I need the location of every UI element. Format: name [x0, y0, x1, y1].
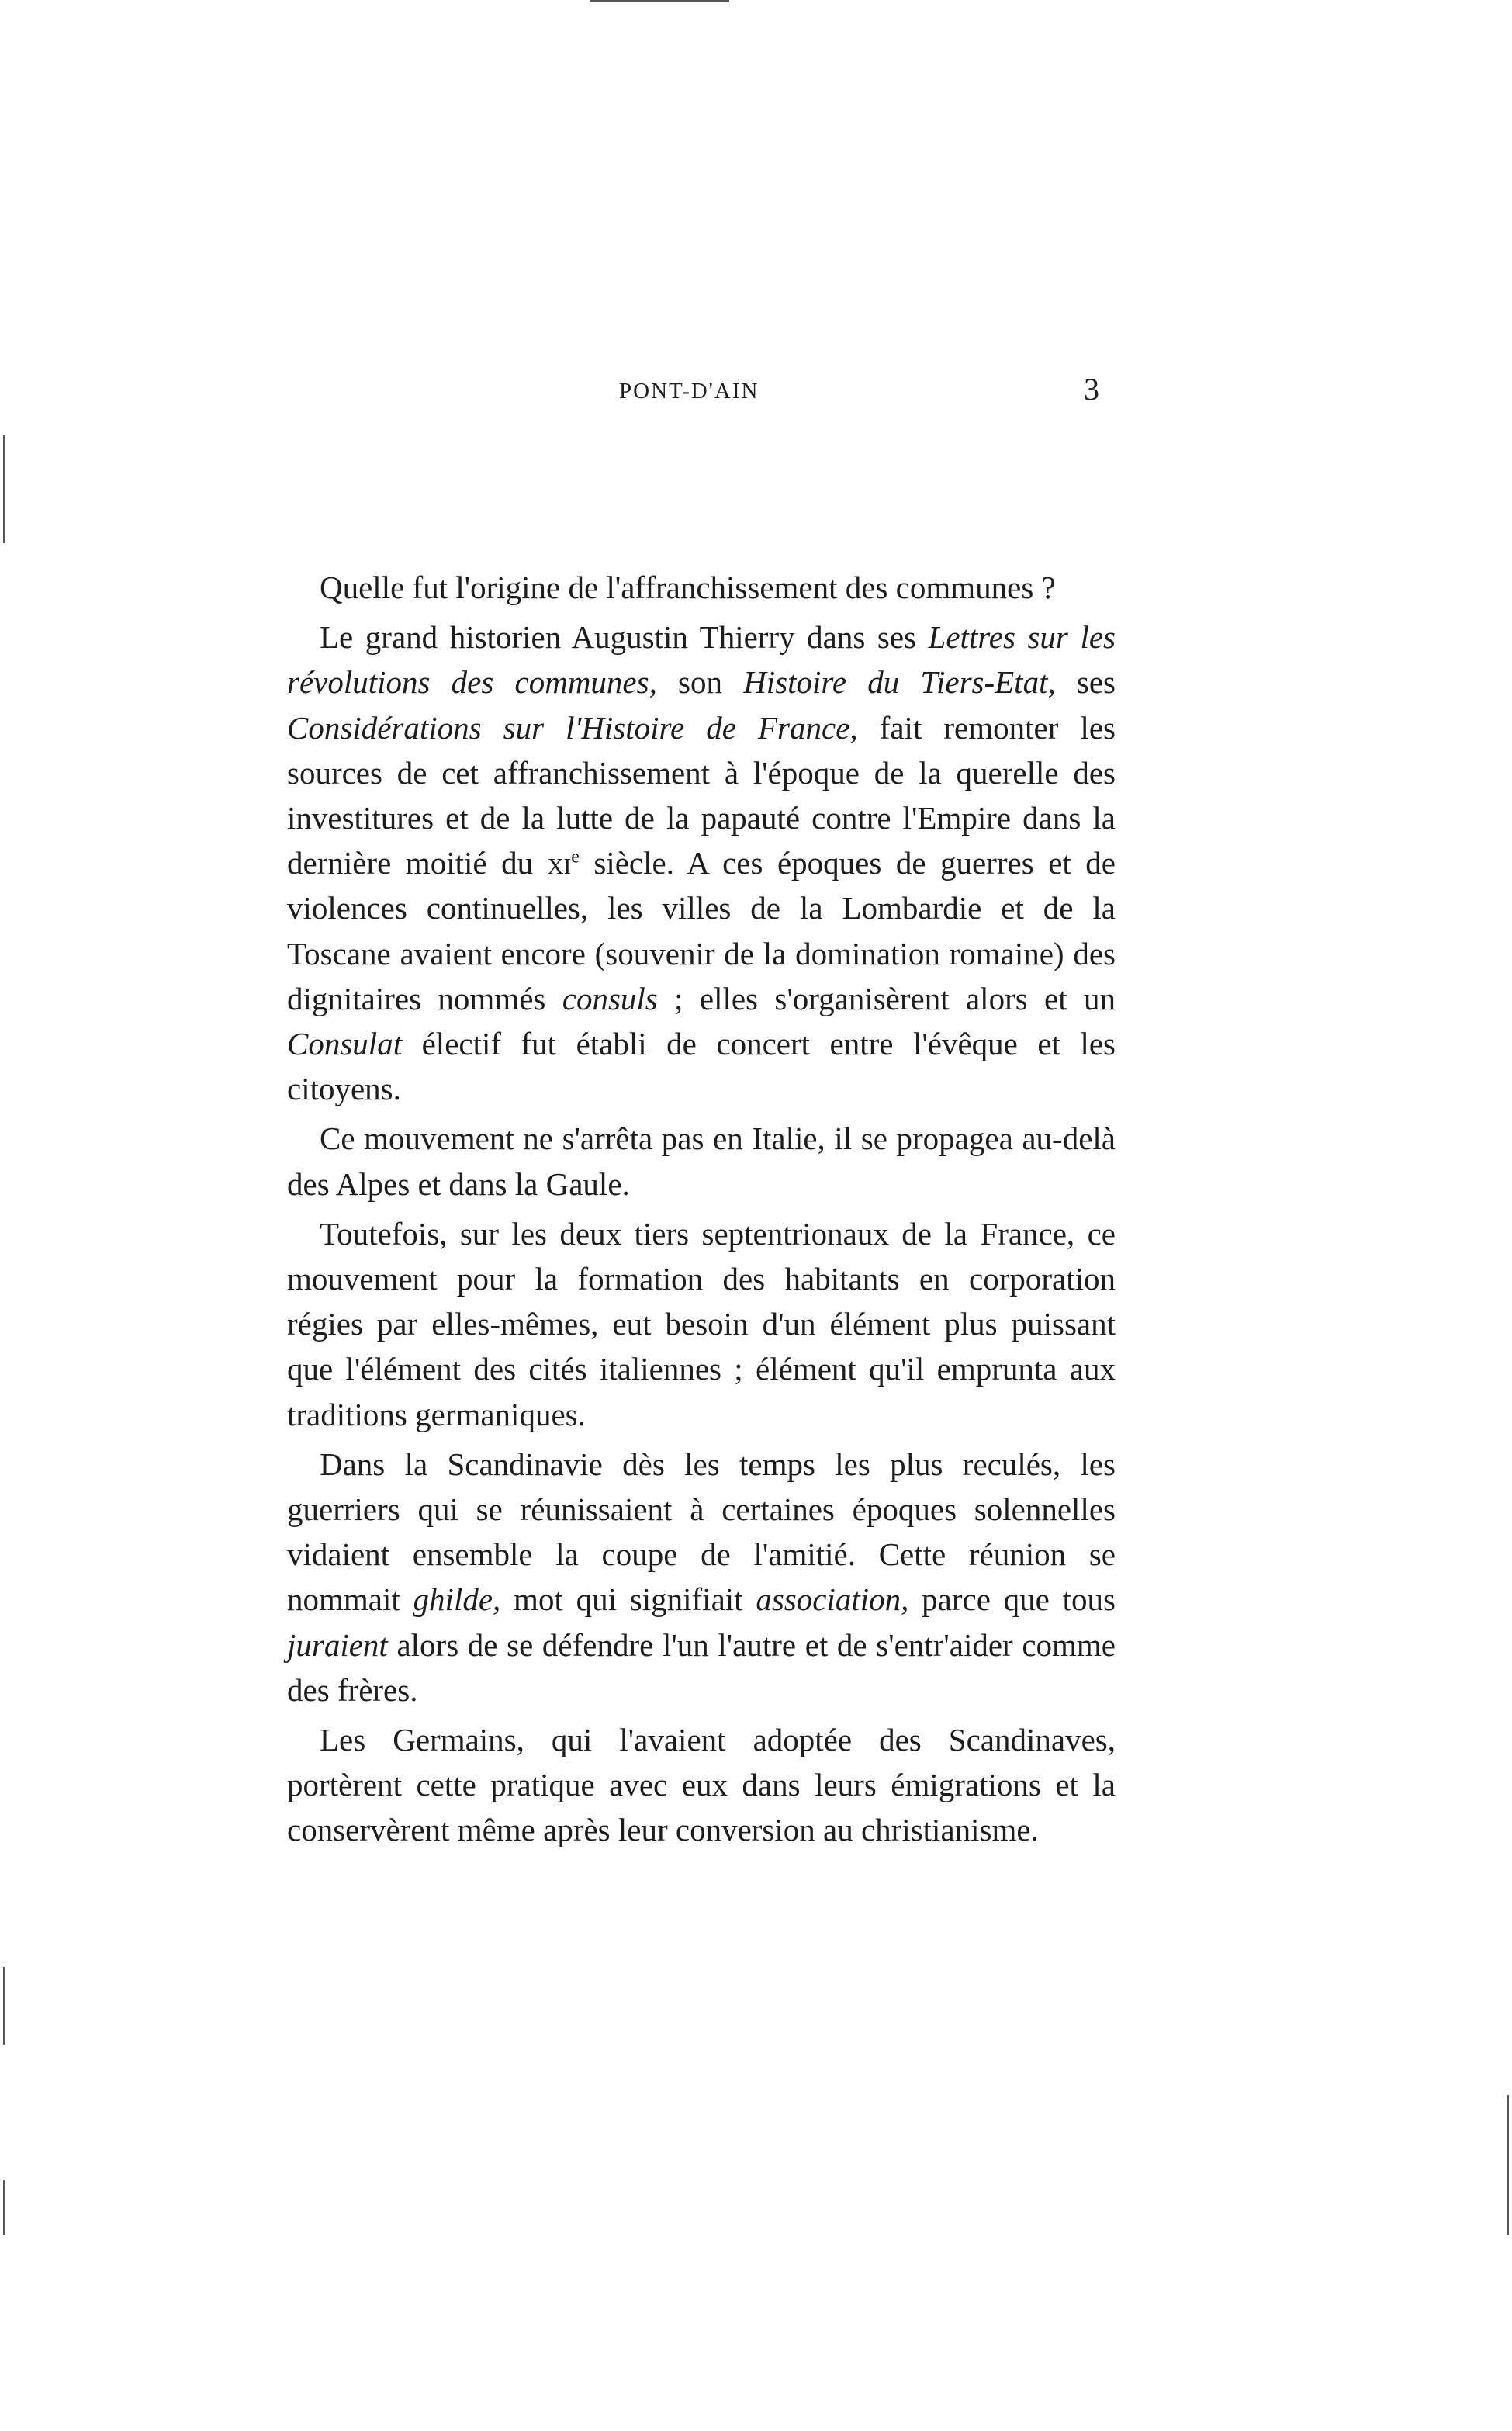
term-juraient: juraient — [287, 1626, 388, 1663]
title-histoire-tiers-etat: Histoire du Tiers-Etat, — [743, 664, 1056, 701]
paragraph-2: Le grand historien Augustin Thierry dans ses Lettres sur les révolutions des communes, son Histoire du Tiers-Etat, ses Considérations sur l'Histoire de France, fait remonter les sources de cet affranchissement à l'époque de la querelle des investitures et de la lutte de la papauté contre l'Empire dans la dernière moitié du $xi^e$ siècle. A ces époques de guerres et de violences continuelles, les villes de la Lombardie et de la Toscane avaient encore (souvenir de la domination romaine) des dignitaires nommés consuls ; elles s'organisèrent alors et un Consulat électif fut établi de concert entre l'évêque et les citoyens. — [287, 619, 1116, 1107]
title-considerations: Considérations sur l'Histoire de France, — [287, 709, 858, 746]
paragraph-1: Quelle fut l'origine de l'affranchissement des communes ? — [320, 570, 1056, 605]
paragraph-3: Ce mouvement ne s'arrêta pas en Italie, il se propagea au-delà des Alpes et dans la Gaule. — [287, 1120, 1116, 1202]
page-number: 3 — [1084, 372, 1099, 407]
body-text — [287, 565, 1116, 1853]
scan-artifact-left-2 — [3, 1967, 5, 2045]
paragraph-4: Toutefois, sur les deux tiers septentrionaux de la France, ce mouvement pour la formation des habitants en corporation régies par elles-mêmes, eut besoin d'un élément plus puissant que l'élément des cités italiennes ; élément qu'il emprunta aux traditions germaniques. — [287, 1215, 1116, 1432]
term-consuls: consuls — [562, 980, 658, 1016]
title-lettres: Lettres sur les révolutions des communes, — [287, 619, 1116, 701]
scan-artifact-left-1 — [3, 435, 5, 543]
term-consulat: Consulat — [287, 1026, 403, 1062]
scan-artifact-top — [590, 0, 729, 2]
term-ghilde: ghilde, — [413, 1581, 501, 1618]
scan-artifact-left-3 — [3, 2180, 5, 2235]
scan-artifact-right — [1507, 2095, 1509, 2235]
paragraph-5: Dans la Scandinavie dès les temps les plus reculés, les guerriers qui se réunissaient à certaines époques solennelles vidaient ensemble la coupe de l'amitié. Cette réunion se nommait ghilde, mot qui signifiait association, parce que tous juraient alors de se défendre l'un l'autre et de s'entr'aider comme des frères. — [287, 1446, 1116, 1708]
century-numeral: xi — [547, 845, 572, 881]
running-title: PONT-D'AIN — [619, 379, 759, 403]
century-superscript: e — [571, 847, 580, 867]
paragraph-6: Les Germains, qui l'avaient adoptée des Scandinaves, portèrent cette pratique avec eux dans leurs émigrations et la conservèrent même après leur conversion au christianisme. — [287, 1722, 1116, 1848]
running-head — [0, 371, 1512, 417]
term-association: association, — [756, 1581, 909, 1618]
